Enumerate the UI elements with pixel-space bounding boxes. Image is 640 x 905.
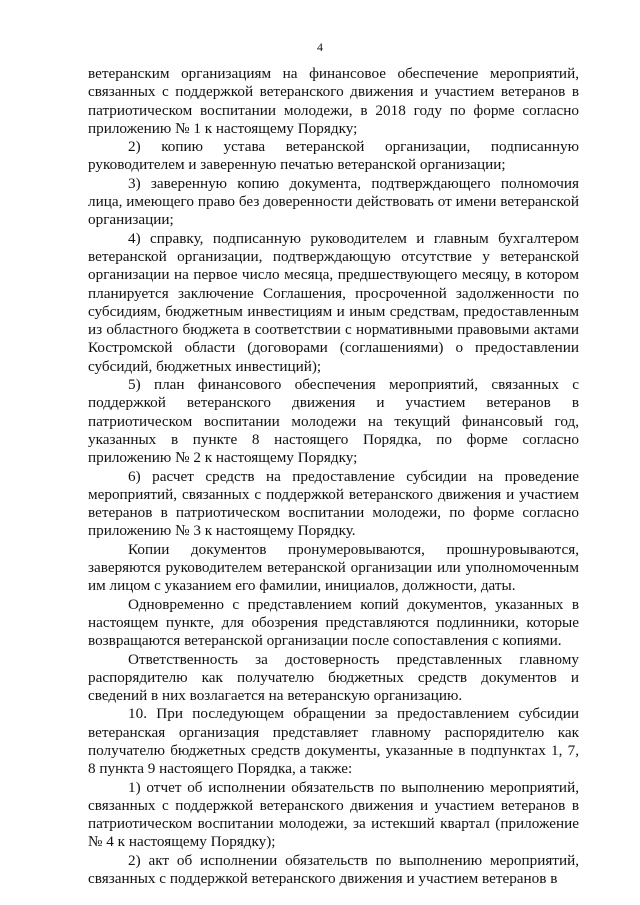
paragraph-responsibility: Ответственность за достоверность представленных главному распорядителю как получателю бюджетных средств документов и сведений в них возлагается на ветеранскую организацию. [88, 650, 579, 705]
document-body [88, 65, 579, 888]
paragraph-originals: Одновременно с представлением копий документов, указанных в настоящем пункте, для обозрения представляются подлинники, которые возвращаются ветеранской организации после сопоставления с копиями. [88, 595, 579, 650]
paragraph-item-2: 2) копию устава ветеранской организации, подписанную руководителем и заверенную печатью ветеранской организации; [88, 138, 579, 174]
paragraph-copies: Копии документов пронумеровываются, прошнуровываются, заверяются руководителем ветеранской организации или уполномоченным им лицом с указанием его фамилии, инициалов, должности, даты. [88, 540, 579, 595]
page-number: 4 [317, 40, 323, 54]
paragraph-section-10: 10. При последующем обращении за предоставлением субсидии ветеранская организация представляет главному распорядителю как получателю бюджетных средств документы, указанные в подпунктах 1, 7, 8 пункта 9 настоящего Порядка, а также: [88, 705, 579, 778]
paragraph-item-6: 6) расчет средств на предоставление субсидии на проведение мероприятий, связанных с поддержкой ветеранского движения и участием ветеранов в патриотическом воспитании молодежи, по форме согласно приложению № 3 к настоящему Порядку. [88, 467, 579, 540]
paragraph-continuation: ветеранским организациям на финансовое обеспечение мероприятий, связанных с поддержкой ветеранского движения и участием ветеранов в патриотическом воспитании молодежи, в 2018 году по форме согласно приложению № 1 к настоящему Порядку; [88, 65, 579, 137]
paragraph-item-5: 5) план финансового обеспечения мероприятий, связанных с поддержкой ветеранского движения и участием ветеранов в патриотическом воспитании молодежи на текущий финансовый год, указанных в пункте 8 настоящего Порядка, по форме согласно приложению № 2 к настоящему Порядку; [88, 376, 579, 467]
paragraph-item-3: 3) заверенную копию документа, подтверждающего полномочия лица, имеющего право без доверенности действовать от имени ветеранской организации; [88, 174, 579, 229]
paragraph-section-10-item-2: 2) акт об исполнении обязательств по выполнению мероприятий, связанных с поддержкой ветеранского движения и участием ветеранов в [88, 851, 579, 888]
paragraph-section-10-item-1: 1) отчет об исполнении обязательств по выполнению мероприятий, связанных с поддержкой ветеранского движения и участием ветеранов в патриотическом воспитании молодежи, за истекший квартал (приложение № 4 к настоящему Порядку); [88, 778, 579, 851]
paragraph-item-4: 4) справку, подписанную руководителем и главным бухгалтером ветеранской организации, подтверждающую отсутствие у ветеранской организации на первое число месяца, предшествующего месяцу, в котором планируется заключение Соглашения, просроченной задолженности по субсидиям, бюджетным инвестициям и иным средствам, предоставленным из областного бюджета в соответствии с нормативными правовыми актами Костромской области (договорами (соглашениями) о предоставлении субсидий, бюджетных инвестиций); [88, 229, 579, 375]
